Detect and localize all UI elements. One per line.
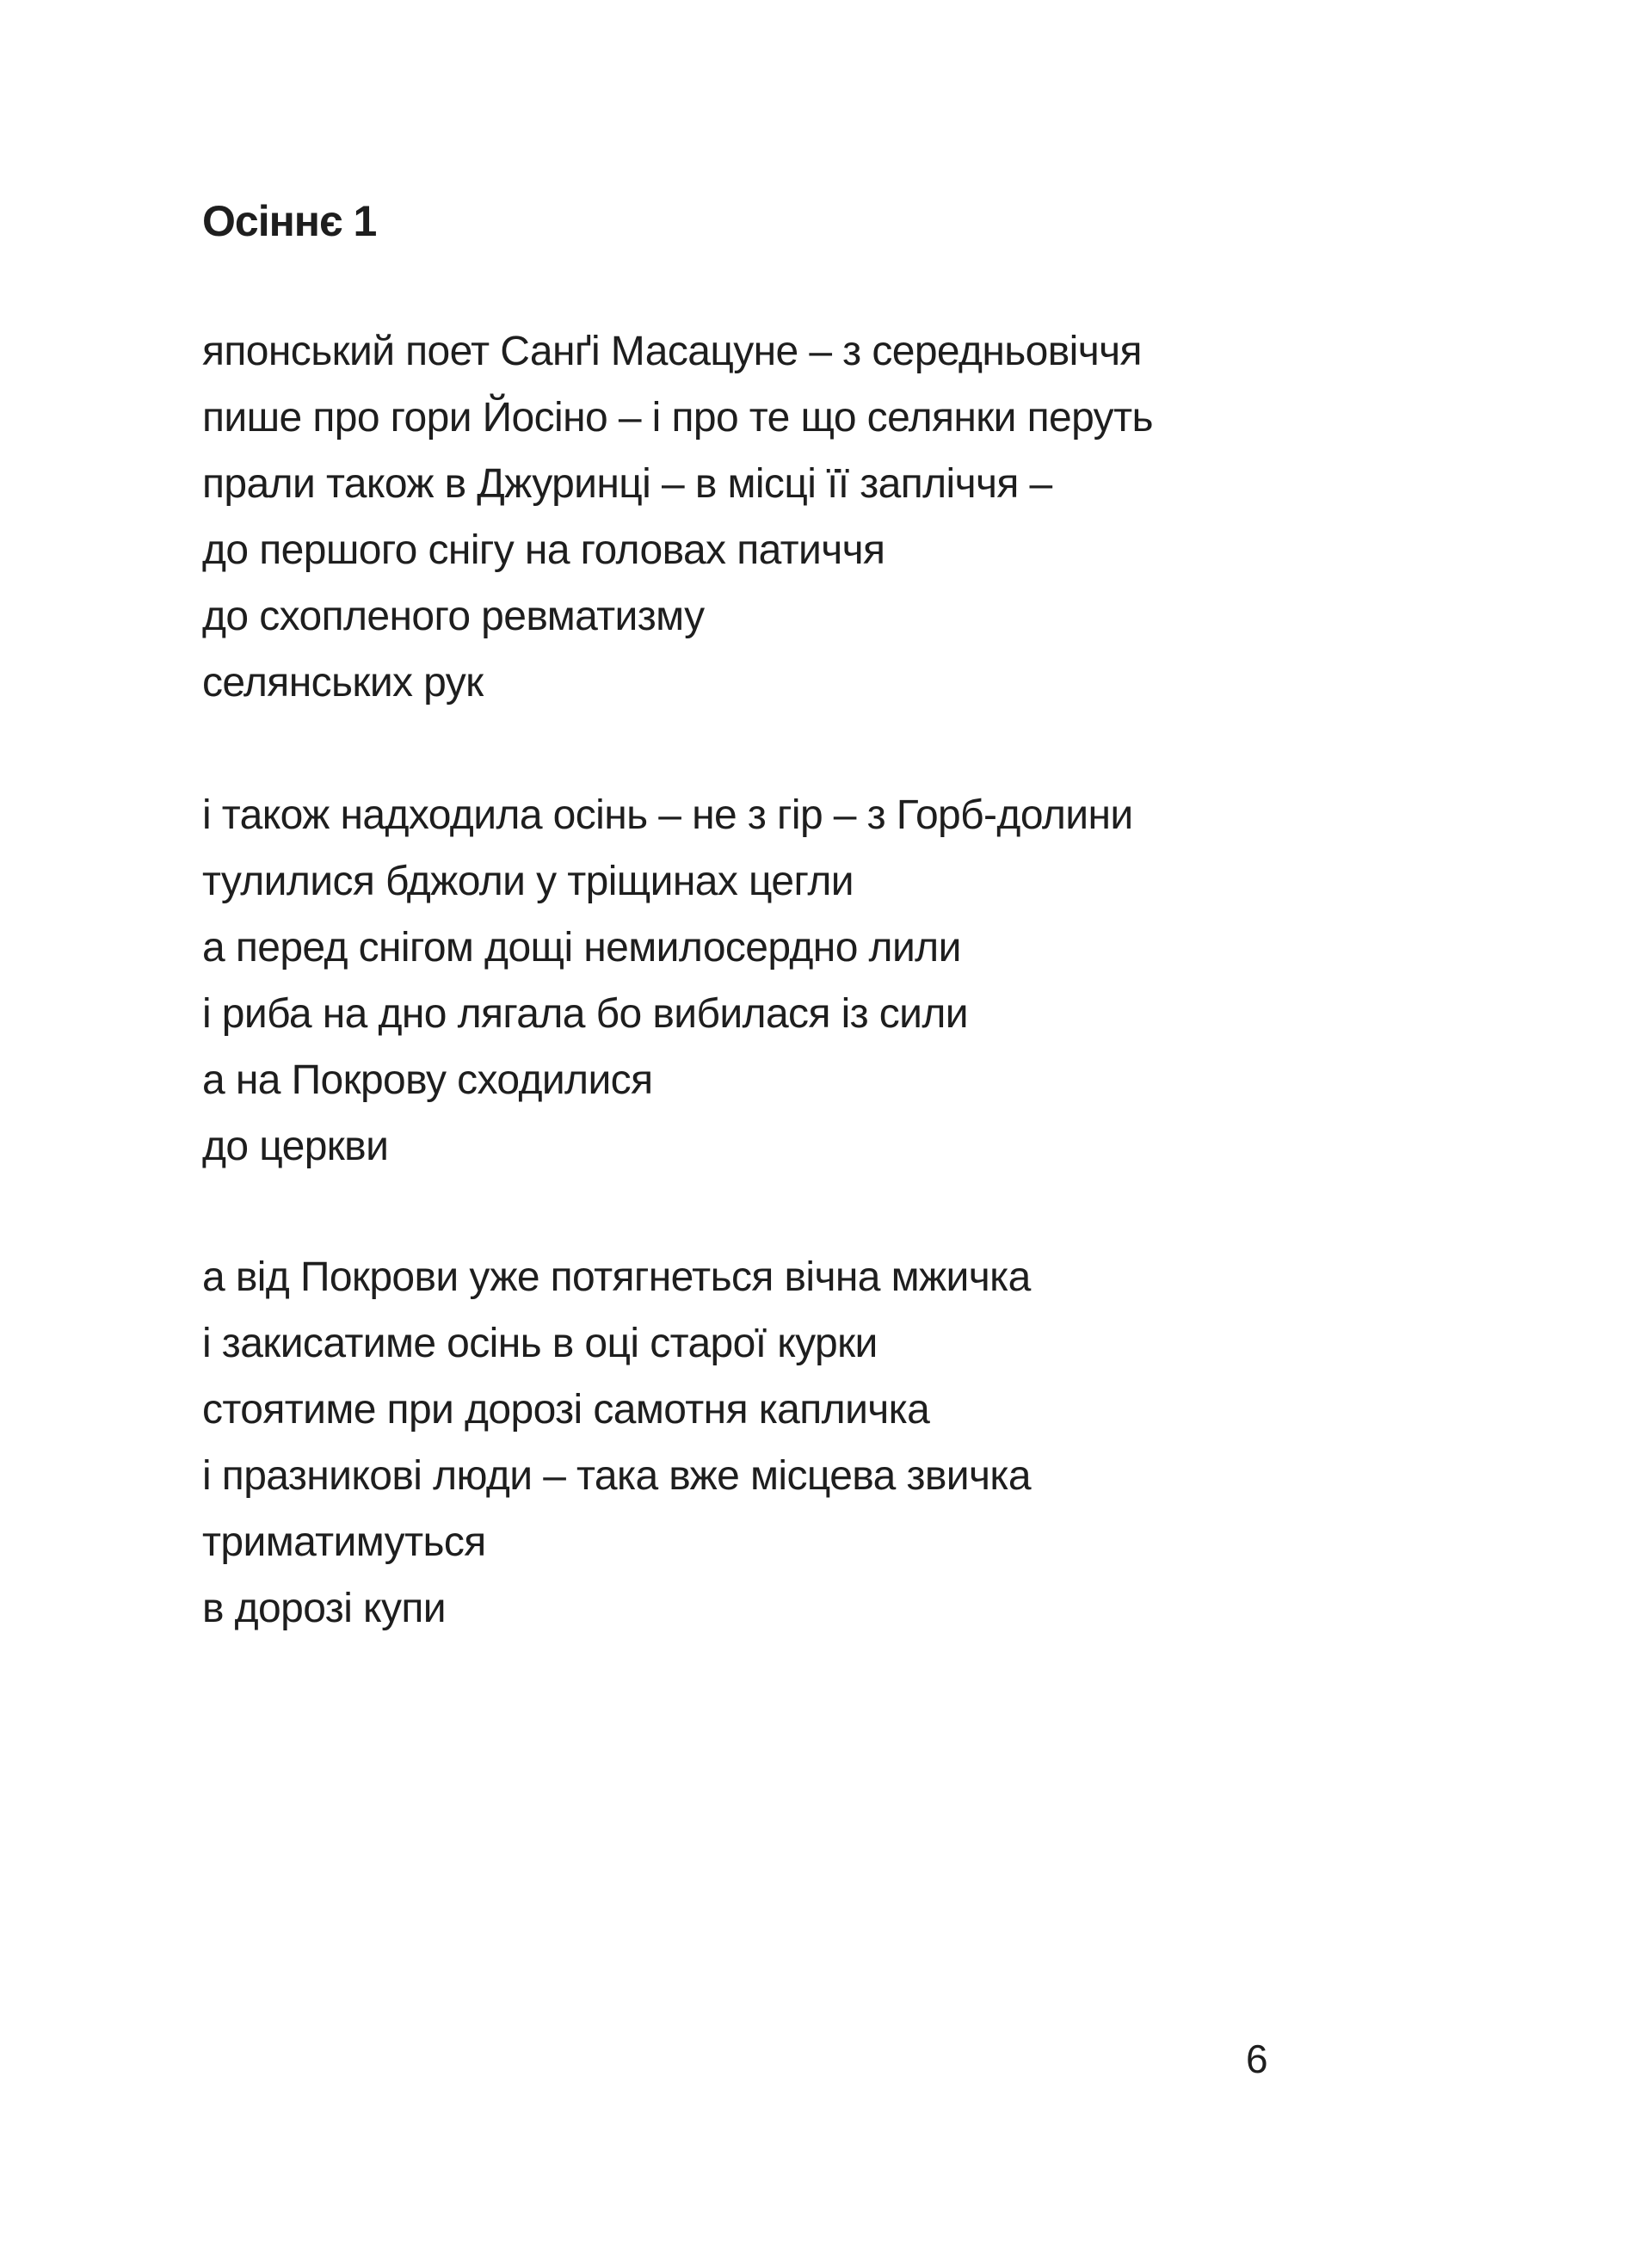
poem-line: і празникові люди – така вже місцева звичка <box>202 1453 1031 1499</box>
stanza-3 <box>202 1244 1031 1642</box>
poem-line: а перед снігом дощі немилосердно лили <box>202 925 961 971</box>
poem-line: а на Покрову сходилися <box>202 1057 653 1103</box>
poem-line: до церкви <box>202 1124 389 1169</box>
poem-line: і закисатиме осінь в оці старої курки <box>202 1321 878 1366</box>
stanza-1 <box>202 318 1153 716</box>
poem-line: і також надходила осінь – не з гір – з Горб-долини <box>202 792 1133 838</box>
poem-line: до першого снігу на головах патиччя <box>202 527 885 573</box>
poem-line: японський поет Санґі Масацуне – з середньовіччя <box>202 329 1142 374</box>
poem-line: тулилися бджоли у тріщинах цегли <box>202 859 854 904</box>
poem-line: прали також в Джуринці – в місці її запліччя – <box>202 461 1052 507</box>
poem-line: пише про гори Йосіно – і про те що селянки перуть <box>202 395 1153 441</box>
poem-title: Осіннє 1 <box>202 197 377 245</box>
poem-line: до схопленого ревматизму <box>202 594 705 639</box>
poem-line: а від Покрови уже потягнеться вічна мжичка <box>202 1254 1031 1300</box>
poem-line: і риба на дно лягала бо вибилася із сили <box>202 991 969 1037</box>
poem-line: в дорозі купи <box>202 1586 446 1631</box>
poem-line: стоятиме при дорозі самотня капличка <box>202 1387 930 1433</box>
stanza-2 <box>202 782 1133 1180</box>
page-number: 6 <box>1246 2037 1268 2081</box>
poem-line: селянських рук <box>202 660 484 706</box>
poem-line: триматимуться <box>202 1519 486 1565</box>
